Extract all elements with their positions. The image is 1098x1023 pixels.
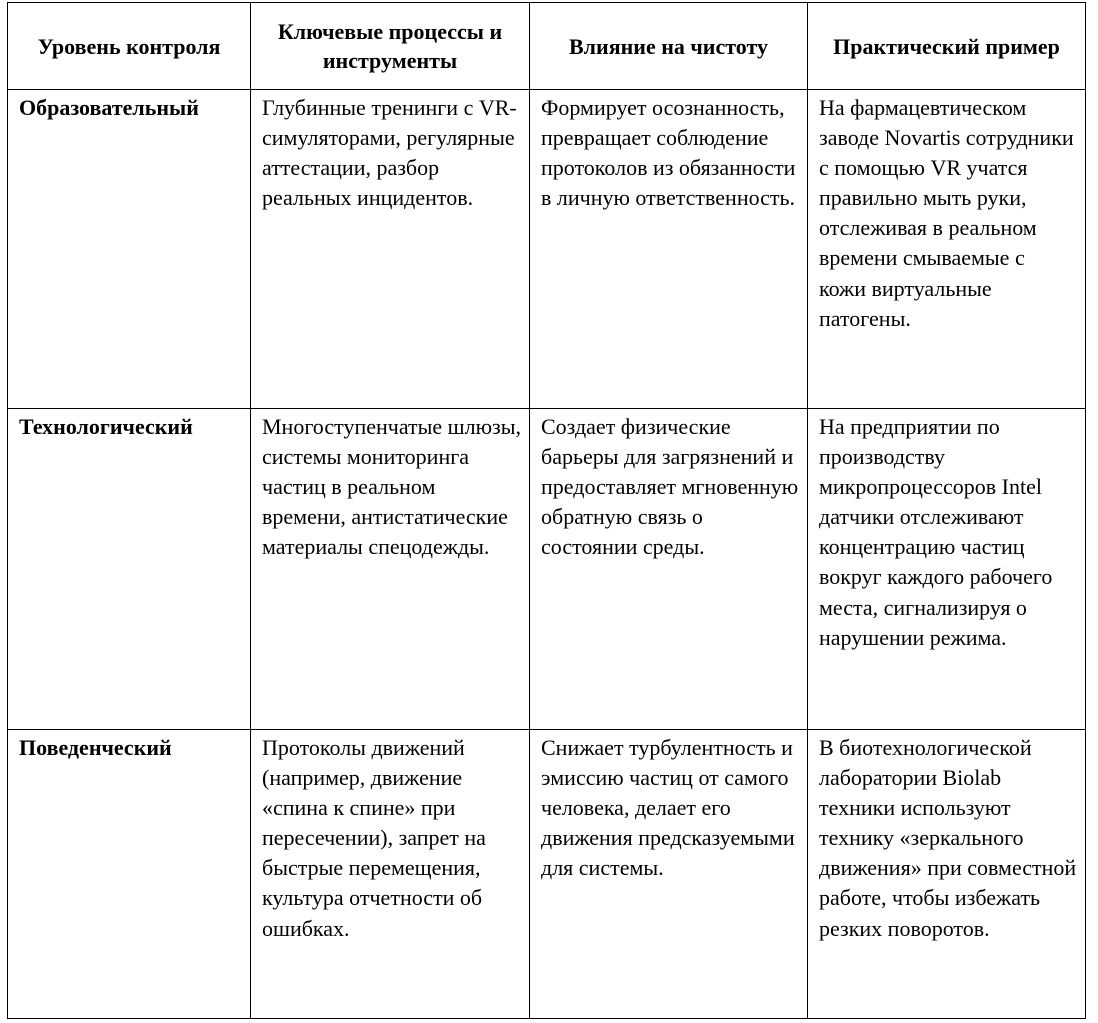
control-levels-table — [7, 2, 1086, 1019]
row-impact-cell: Создает физические барьеры для загрязнений и предоставляет мгновенную обратную связь о состоянии среды. — [530, 409, 808, 730]
table-row — [8, 90, 1086, 409]
row-processes-cell: Многоступенчатые шлюзы, системы мониторинга частиц в реальном времени, антистатические материалы спецодежды. — [251, 409, 530, 730]
row-example-cell: В биотехнологической лаборатории Biolab техники используют технику «зеркального движения» при совместной работе, чтобы избежать резких поворотов. — [808, 730, 1086, 1019]
header-level: Уровень контроля — [8, 3, 251, 90]
row-processes-cell: Глубинные тренинги с VR-симуляторами, регулярные аттестации, разбор реальных инцидентов. — [251, 90, 530, 409]
row-level-cell: Технологический — [8, 409, 251, 730]
row-impact-cell: Формирует осознанность, превращает соблюдение протоколов из обязанности в личную ответственность. — [530, 90, 808, 409]
header-impact: Влияние на чистоту — [530, 3, 808, 90]
header-example: Практический пример — [808, 3, 1086, 90]
row-example-cell: На предприятии по производству микропроцессоров Intel датчики отслеживают концентрацию частиц вокруг каждого рабочего места, сигнализируя о нарушении режима. — [808, 409, 1086, 730]
row-processes-cell: Протоколы движений (например, движение «спина к спине» при пересечении), запрет на быстрые перемещения, культура отчетности об ошибках. — [251, 730, 530, 1019]
table-row — [8, 409, 1086, 730]
row-level-cell: Поведенческий — [8, 730, 251, 1019]
header-row — [8, 3, 1086, 90]
row-example-cell: На фармацевтическом заводе Novartis сотрудники с помощью VR учатся правильно мыть руки, отслеживая в реальном времени смываемые с кожи виртуальные патогены. — [808, 90, 1086, 409]
row-level-cell: Образовательный — [8, 90, 251, 409]
table-row — [8, 730, 1086, 1019]
row-impact-cell: Снижает турбулентность и эмиссию частиц от самого человека, делает его движения предсказуемыми для системы. — [530, 730, 808, 1019]
header-processes: Ключевые процессы и инструменты — [251, 3, 530, 90]
